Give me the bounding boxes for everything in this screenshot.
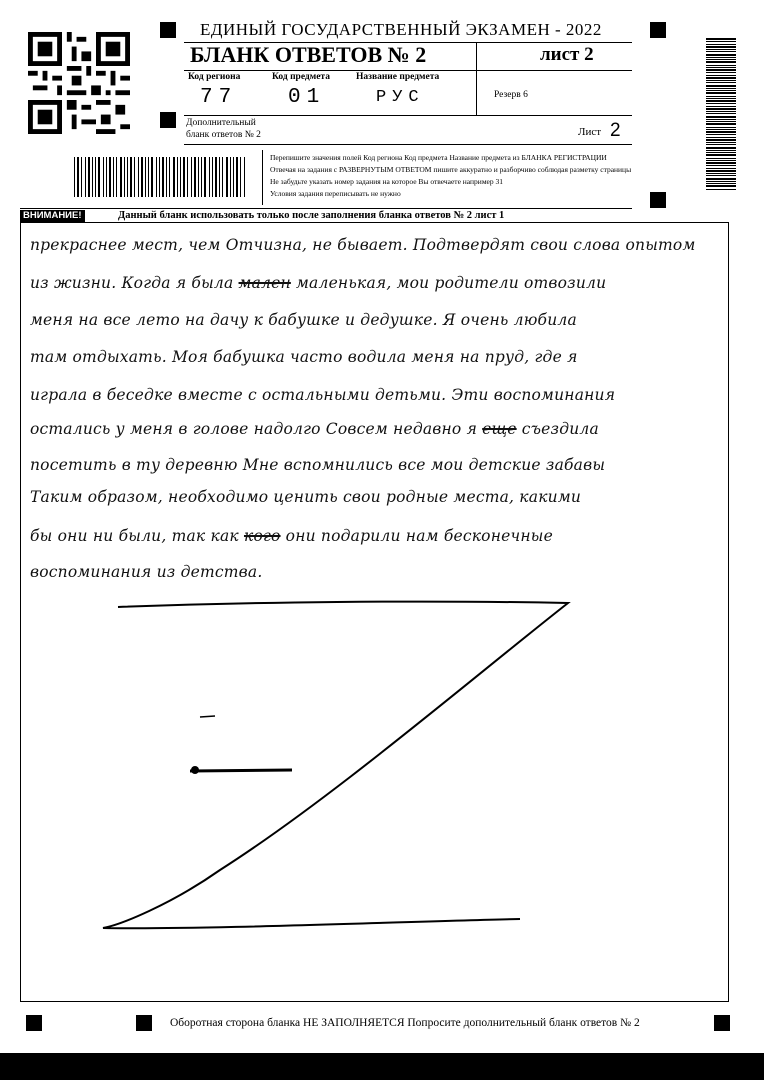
answer-text-segment: прекраснее мест, чем Отчизна, не бывает. Подтвердят свои слова опытом: [30, 236, 696, 254]
blank-title: БЛАНК ОТВЕТОВ № 2: [190, 42, 427, 67]
ink-stroke: [190, 770, 292, 771]
crossed-out-word: еще: [482, 420, 517, 438]
warning-text: Данный бланк использовать только после заполнения бланка ответов № 2 лист 1: [118, 210, 505, 221]
answer-text-segment: маленькая, мои родители отвозили: [290, 274, 607, 292]
crossed-out-word: кого: [243, 527, 281, 545]
subject-code-value[interactable]: 01: [288, 86, 326, 109]
reserve-text: Резерв 6: [494, 90, 528, 100]
bottom-band: [0, 1053, 764, 1080]
answer-text-segment: Таким образом, необходимо ценить свои родные места, какими: [30, 488, 582, 506]
instruction-line: Не забудьте указать номер задания на которое Вы отвечаете например 31: [270, 177, 504, 186]
exam-title: ЕДИНЫЙ ГОСУДАРСТВЕННЫЙ ЭКЗАМЕН - 2022: [200, 20, 602, 39]
answer-text-segment: играла в беседке вместе с остальными детьми. Эти воспоминания: [30, 386, 616, 404]
subject-code-label: Код предмета: [272, 72, 330, 82]
answer-text-segment: они подарили нам бесконечные: [280, 527, 553, 545]
sheet-no-value[interactable]: 2: [610, 120, 621, 141]
ink-mark: [200, 716, 215, 717]
region-value[interactable]: 77: [200, 86, 238, 109]
answer-text-segment: съездила: [516, 420, 599, 438]
instruction-line: Условия задания переписывать не нужно: [270, 189, 401, 198]
z-stroke: [103, 602, 568, 929]
footer-note: Оборотная сторона бланка НЕ ЗАПОЛНЯЕТСЯ Попросите дополнительный бланк ответов № 2: [170, 1017, 640, 1029]
additional-blank-label: бланк ответов № 2: [186, 130, 261, 140]
ink-dot: [191, 766, 199, 774]
instruction-line: Перепишите значения полей Код региона Код предмета Название предмета из БЛАНКА РЕГИСТРАЦИИ: [270, 153, 607, 162]
answer-text-segment: из жизни. Когда я была: [30, 274, 239, 292]
sheet-label: лист 2: [540, 44, 594, 65]
additional-blank-label: Дополнительный: [186, 118, 256, 128]
subject-name-label: Название предмета: [356, 72, 440, 82]
instruction-line: Отвечая на задания с РАЗВЕРНУТЫМ ОТВЕТОМ пишите аккуратно и разборчиво соблюдая разметку страницы: [270, 165, 632, 174]
subject-name-value[interactable]: РУС: [376, 88, 425, 107]
answer-text-segment: остались у меня в голове надолго Совсем недавно я: [30, 420, 483, 438]
answer-text-segment: меня на все лето на дачу к бабушке и дедушке. Я очень любила: [30, 311, 577, 329]
region-label: Код региона: [188, 72, 241, 82]
sheet-no-label: Лист: [578, 126, 602, 138]
answer-text-segment: бы они ни были, так как: [30, 527, 244, 545]
crossed-out-word: мален: [238, 274, 291, 292]
warning-badge: ВНИМАНИЕ!: [20, 210, 85, 222]
answer-text-segment: воспоминания из детства.: [30, 563, 263, 581]
answer-text-segment: там отдыхать. Моя бабушка часто водила меня на пруд, где я: [30, 348, 578, 366]
answer-text-segment: посетить в ту деревню Мне вспомнились все мои детские забавы: [30, 456, 606, 474]
